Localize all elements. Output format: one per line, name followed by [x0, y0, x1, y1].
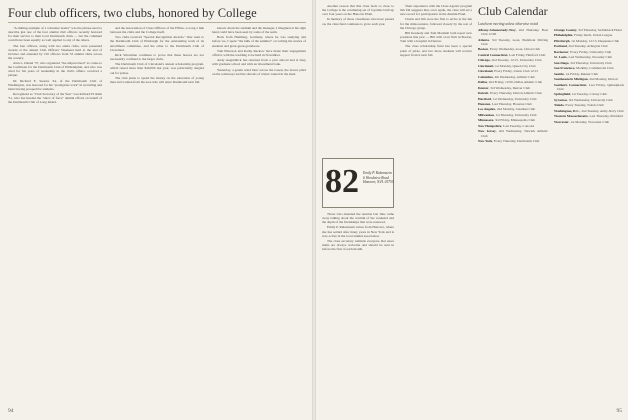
- class-notes-address-box: [322, 158, 394, 208]
- meeting-detail: , 2nd Monday, Detroit: [587, 77, 618, 82]
- headline-rule: [8, 22, 306, 23]
- calendar-entry: [478, 58, 548, 62]
- calendar-entry: [554, 44, 624, 48]
- paragraph: Tom Emerson and Kathy Rackow have made their engagement official, with the wedding to be held in November.: [212, 48, 306, 57]
- calendar-entry: [554, 50, 624, 54]
- club-name: Southern Connecticut: [554, 82, 587, 87]
- calendar-entry: [478, 28, 548, 36]
- club-name: Dallas: [478, 80, 488, 85]
- meeting-detail: , Last Friday, Quinnipiack Club: [557, 82, 624, 91]
- meeting-detail: , Friday lunch, Union League: [572, 33, 613, 38]
- calendar-column-2: [554, 28, 624, 406]
- club-name: Portland: [554, 44, 567, 49]
- secretary-street: 6 Woodview Road: [363, 175, 389, 180]
- calendar-entry: [478, 139, 548, 143]
- class-notes-column-1-continued: [322, 212, 394, 406]
- club-name: Chicago: [478, 58, 490, 63]
- club-name: Philadelphia: [554, 33, 573, 38]
- paragraph: Recognized as "Club Secretary of the Year" was Richard H. Ruth '51, who has headed the "show of force" alumni efforts on behalf of the Dartmouth Club of Long Island.: [8, 92, 102, 105]
- paragraph: Bill Kennedy and Tom Marshall both report new positions this year — Bill with a law firm in Boston, Tom with a hospital in Denver.: [400, 30, 472, 44]
- meeting-detail: , 2nd Tuesday, Army-Navy Club: [579, 108, 624, 113]
- calendar-entry: [478, 129, 548, 137]
- meeting-detail: , 1st Monday, 12:15, Duquesne Club: [569, 38, 620, 43]
- class-secretary-address: [363, 171, 395, 185]
- meeting-detail: , 1st Monday, Worcester Club: [568, 119, 610, 124]
- meeting-detail: , 3rd Friday, Minneapolis Club: [493, 118, 536, 123]
- club-name: New Jersey: [478, 129, 496, 134]
- calendar-entry: [478, 124, 548, 128]
- meeting-detail: , Last Friday, Hartford Club: [507, 52, 546, 57]
- calendar-entry: [554, 103, 624, 107]
- calendar-entry: [478, 118, 548, 122]
- club-name: Albany-Schenectady-Troy: [478, 28, 516, 32]
- club-name: Cincinnati: [478, 63, 494, 68]
- club-name: Seattle: [554, 71, 564, 76]
- page-number-right: 95: [616, 408, 622, 414]
- club-name: Cleveland: [478, 69, 493, 74]
- paragraph: In memory of those classmates who have passed on, the class fund continues to grow each year.: [322, 17, 394, 26]
- calendar-entry: [554, 72, 624, 76]
- paragraph: known about the stadium and the manager, I imagined at his right hand could have been seen by some of the team.: [212, 26, 306, 35]
- meeting-detail: , Last Wednesday, Noonday Club: [566, 55, 613, 60]
- meeting-detail: , 3rd Thursday, Saddleback Hotel: [576, 28, 622, 32]
- meeting-detail: , 3rd Wednesday, Denver Club: [488, 85, 530, 90]
- club-name: Rochester: [554, 49, 569, 54]
- calendar-entry: [554, 77, 624, 81]
- calendar-entry: [554, 109, 624, 113]
- calendar-entry: [554, 39, 624, 43]
- meeting-detail: , 2nd Monday, Jonathan Club: [495, 107, 536, 112]
- calendar-entry: [478, 64, 548, 68]
- meeting-detail: , Every Wednesday, noon, Union Club: [488, 47, 540, 52]
- meeting-detail: , Monthly, Commercial Club: [574, 66, 614, 71]
- meeting-detail: , Last Thursday, Houston Club: [490, 102, 532, 106]
- club-name: Western Massachusetts: [554, 114, 588, 119]
- club-name: Los Angeles: [478, 107, 496, 112]
- club-name: Syracuse: [554, 97, 567, 102]
- calendar-entry: [478, 107, 548, 111]
- meeting-detail: , 2nd Tuesday, Arlington Club: [566, 44, 608, 49]
- club-name: Atlanta: [478, 37, 489, 42]
- calendar-entry: [478, 47, 548, 51]
- calendar-entry: [554, 114, 624, 118]
- meeting-detail: , 2nd Thursday, Boat Club 12:00: [481, 28, 548, 37]
- calendar-entry: [478, 53, 548, 57]
- club-name: Toledo: [554, 103, 564, 108]
- paragraph: The class scholarship fund has been a special point of pride, and two more students will receive support from it next fall.: [400, 44, 472, 57]
- calendar-entry: [478, 38, 548, 46]
- club-name: Milwaukee: [478, 112, 495, 117]
- calendar-entry: [554, 28, 624, 32]
- meeting-detail: , Last Tuesday, Concord: [501, 123, 535, 128]
- class-year-number: 82: [325, 163, 359, 200]
- page-number-left: 94: [8, 408, 14, 414]
- paragraph: The Dartmouth Club of Cleveland's annual scholarship program, which raised more than $40,000 last year, was particularly singled out for praise.: [110, 62, 204, 75]
- paragraph: Another reason that this class feels so close to the College is the continuing set of loyalties built up over four years on the Hanover Plain.: [322, 4, 394, 17]
- secretary-name: Emily P. Rubenstein: [363, 171, 392, 175]
- club-name: Houston: [478, 102, 491, 106]
- paragraph: "A shining example of a volunteer leader" was the phrase used to describe just one of the four alumni club officers recently honored for their service to their local Dartmouth clubs — but the comment could have been equally as well applied to any of the others.: [8, 26, 102, 43]
- paragraph: The club plans to spend the money on the education of young men and women from the area who will enter Dartmouth next fall.: [110, 75, 204, 84]
- calendar-subtitle: Luncheon meeting unless otherwise noted: [478, 22, 539, 26]
- meeting-detail: , 2nd Tuesday, 12:15, University Club: [489, 58, 542, 63]
- club-name: Springfield: [554, 92, 571, 97]
- meeting-detail: , Every Friday, Union Club 12:15: [492, 69, 538, 74]
- paragraph: Yesterday, a gentle wind blew across the Green, the leaves piled on the walkways and the shovels of winter waited in the shed.: [212, 67, 306, 76]
- paragraph: Two clubs received "Special Recognition Awards." One went to the Dartmouth Club of Pittsburgh for the outstanding work of its enrollment committee, and the other to the Dartmouth Club of Cleveland.: [110, 35, 204, 52]
- meeting-detail: , 3rd Thursday, University Club: [568, 60, 612, 65]
- article-headline: Four club officers, two clubs, honored by College: [8, 6, 257, 20]
- club-name: Pittsburgh: [554, 38, 570, 43]
- paragraph: Alan L. Daniel '37, who organized "the shipwrecked" as cruise to the Caribbean for the Dartmouth Club of Philadelphia, and who was cited for his years of leadership in the club's affairs, received a plaque.: [8, 61, 102, 78]
- calendar-entry: [554, 83, 624, 91]
- club-name: Hartford: [478, 96, 492, 101]
- paragraph: The four officers, along with two entire clubs, were presented awards at the annual Club Officers' Weekend held at the end of October and attended by 150 officers from 53 alumni clubs across the country.: [8, 43, 102, 60]
- paragraph: Andy Augenblick has returned from a year abroad and is busy with graduate school and with an investment bank.: [212, 58, 306, 67]
- meeting-detail: , Every Tuesday, Toledo Club: [563, 103, 604, 108]
- class-notes-column-2: [400, 4, 472, 406]
- meeting-detail: , Every Friday, University Club: [568, 49, 612, 54]
- meeting-detail: , 2nd Friday, 12:00, Dallas Athletic Club: [487, 80, 543, 85]
- article-column-1: [8, 26, 102, 406]
- secretary-city: Hanover, N.H. 03755: [363, 180, 394, 185]
- club-name: Minnesota: [478, 118, 494, 123]
- meeting-detail: , 1st Friday, Rainier Club: [563, 71, 599, 76]
- club-name: Boston: [478, 47, 488, 52]
- club-name: Southeastern Michigan: [554, 77, 588, 82]
- paragraph: Their experience with the Class Agents' program this fall suggests that, once again, the class will set a new record for participation in the Alumni Fund.: [400, 4, 472, 17]
- meeting-detail: , Every Thursday, Dartmouth Club: [492, 139, 540, 143]
- club-name: Denver: [478, 85, 489, 90]
- paragraph: and the Association of Class Officers of the Fifties, so long a link between the clubs and the College itself.: [110, 26, 204, 35]
- club-name: San Francisco: [554, 66, 575, 71]
- meeting-detail: , 3rd Tuesday, noon, Piedmont Driving Club: [481, 37, 548, 46]
- calendar-entry: [554, 98, 624, 102]
- meeting-detail: , Every Thursday, Detroit Athletic Club: [488, 91, 542, 96]
- left-page: [0, 0, 312, 420]
- paragraph: Those who attended the reunion last June came away talking about the warmth of the weekend and the depth of the friendships that were renewed.: [322, 212, 394, 225]
- paragraph: The class secretary reminds everyone that news items are always welcome and should be sent in before the first of each month.: [322, 238, 394, 252]
- article-column-3: [212, 26, 306, 406]
- calendar-headline: Club Calendar: [478, 4, 548, 18]
- club-name: Worcester: [554, 119, 569, 124]
- article-column-2: [110, 26, 204, 406]
- calendar-entry: [554, 33, 624, 37]
- club-name: Orange County: [554, 28, 577, 32]
- meeting-detail: , 1st Monday, Queen City Club: [493, 63, 536, 68]
- meeting-detail: , Last Thursday, Pittsfield: [587, 114, 623, 119]
- calendar-entry: [554, 61, 624, 65]
- calendar-entry: [554, 92, 624, 96]
- club-name: Washington, D.C.: [554, 108, 580, 113]
- meeting-detail: , 1st Wednesday, University Club: [491, 96, 537, 101]
- club-name: New Hampshire: [478, 123, 502, 128]
- club-name: Central Connecticut: [478, 52, 508, 57]
- meeting-detail: , 3rd Wednesday, University Club: [567, 97, 613, 102]
- club-name: New York: [478, 139, 493, 143]
- right-page: [316, 0, 628, 420]
- calendar-entry: [478, 113, 548, 117]
- class-notes-column-1: [322, 4, 394, 154]
- paragraph: Dr. Richard E. Stearns '44, of the Dartmouth Club of Washington, was honored for his "prodigious work" in recruiting and interviewing prospective students.: [8, 78, 102, 91]
- calendar-entry: [554, 55, 624, 59]
- calendar-entry: [554, 120, 624, 124]
- club-name: San Diego: [554, 60, 569, 65]
- club-name: Columbus: [478, 74, 493, 79]
- calendar-entry: [478, 91, 548, 95]
- calendar-entry: [478, 102, 548, 106]
- paragraph: Emily P. Rubenstein writes from Hanover, where she has settled after many years in New York and is now active in the local alumni association.: [322, 225, 394, 238]
- calendar-entry: [478, 97, 548, 101]
- paragraph: Rick Silverman continues to prove that these honors are not necessarily confined to the larger clubs.: [110, 52, 204, 62]
- club-name: Detroit: [478, 91, 489, 96]
- club-name: St. Louis: [554, 55, 567, 60]
- calendar-entry: [554, 66, 624, 70]
- calendar-entry: [478, 75, 548, 79]
- meeting-detail: , 1st Thursday, University Club: [494, 112, 537, 117]
- calendar-column-1: [478, 28, 548, 406]
- paragraph: Back from Hamburg, Germany, where he was studying and before we, I spent "the bulk of the summer" on writing the stories of students and great-great-grandsons.: [212, 35, 306, 48]
- calendar-entry: [478, 86, 548, 90]
- calendar-entry: [478, 80, 548, 84]
- meeting-detail: , 1st Tuesday, Colony Club: [570, 92, 607, 97]
- meeting-detail: , 2nd Wednesday, Newark Athletic Club: [481, 129, 548, 138]
- paragraph: Chuck and Jim were the first to arrive at the Inn for the mini-reunion, followed closely by the rest of the Chicago group.: [400, 17, 472, 30]
- calendar-entry: [478, 69, 548, 73]
- meeting-detail: , 4th Wednesday, Athletic Club: [492, 74, 535, 79]
